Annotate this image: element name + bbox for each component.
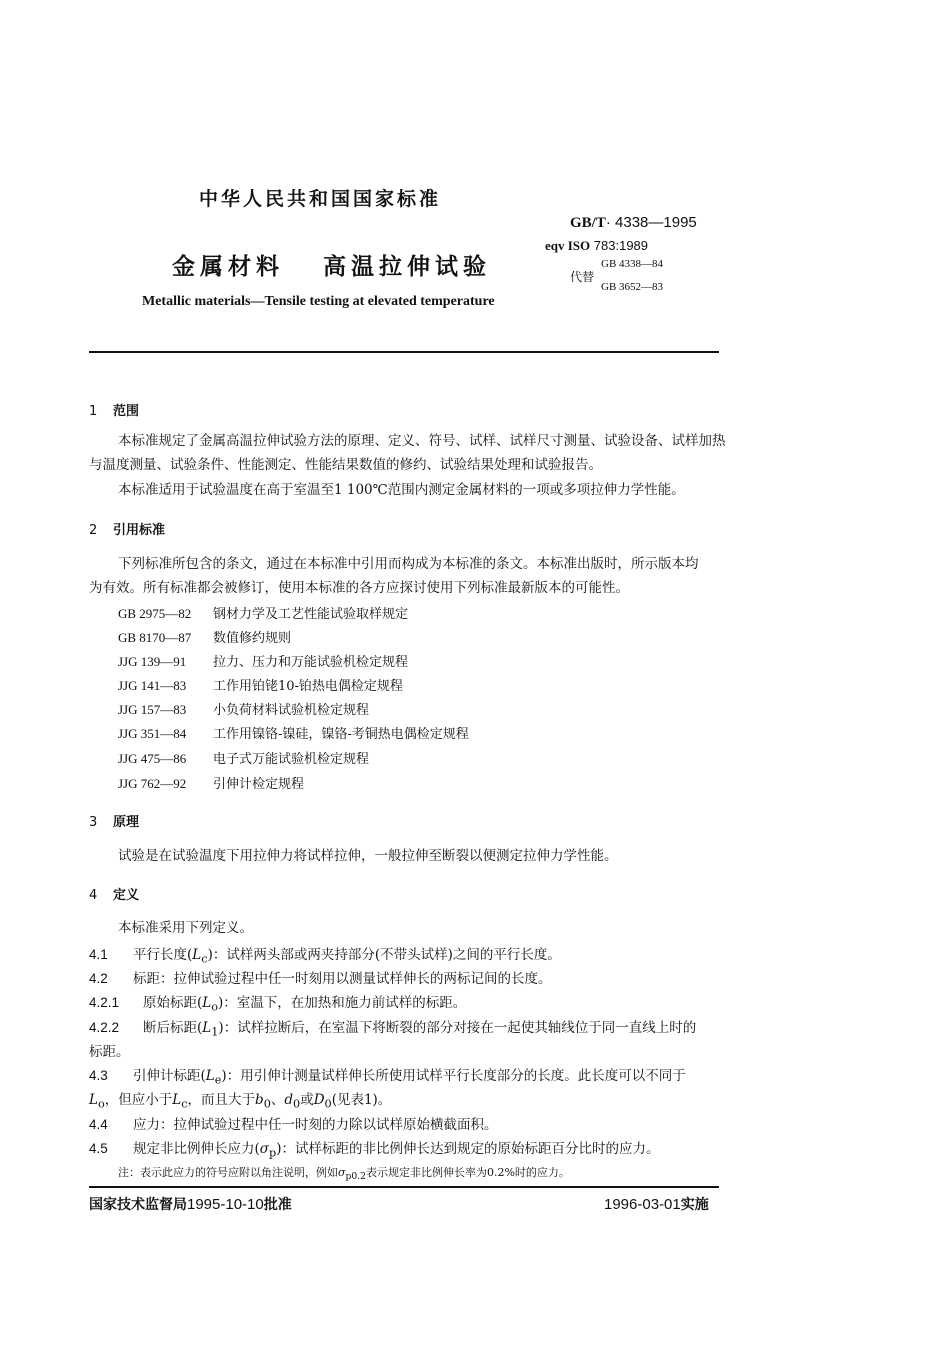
title-part-2: 高温拉伸试验 <box>323 254 492 280</box>
paragraph-line: 为有效。所有标准都会被修订，使用本标准的各方应探讨使用下列标准最新版本的可能性。 <box>89 580 629 596</box>
text-run: 表示规定非比例伸长率为0.2%时的应力。 <box>365 1166 570 1179</box>
definition-4-5 <box>89 1137 659 1160</box>
symbol: L <box>172 1092 182 1108</box>
section-number: 2 <box>89 523 98 538</box>
reference-title: 引伸计检定规程 <box>213 777 305 792</box>
text-run: )：试样两头部或两夹持部分(不带头试样)之间的平行长度。 <box>207 947 561 963</box>
paragraph-line: 试验是在试验温度下用拉伸力将试样拉伸，一般拉伸至断裂以便测定拉伸力学性能。 <box>118 848 618 864</box>
eqv-prefix: eqv ISO <box>545 238 591 253</box>
text-run: 原始标距( <box>143 995 203 1011</box>
text-run: )：试样标距的非比例伸长达到规定的原始标距百分比时的应力。 <box>276 1141 660 1157</box>
symbol: D <box>313 1092 325 1108</box>
text-run: 规定非比例伸长应力( <box>133 1141 260 1157</box>
text-run: )：试样拉断后，在室温下将断裂的部分对接在一起使其轴线位于同一直线上时的 <box>218 1020 697 1036</box>
reference-title: 工作用镍铬-镍硅，镍铬-考铜热电偶检定规程 <box>213 727 469 742</box>
note <box>118 1164 570 1182</box>
subscript: c <box>201 952 208 966</box>
text-run: ，而且大于 <box>187 1092 256 1108</box>
approval-info <box>89 1194 292 1214</box>
clause-number: 4.5 <box>89 1141 108 1156</box>
reference-code: JJG 157—83 <box>118 702 187 717</box>
reference-item <box>118 699 369 718</box>
paragraph-line: 本标准适用于试验温度在高于室温至1 100℃范围内测定金属材料的一项或多项拉伸力学性能。 <box>118 482 685 498</box>
standard-category-title: 中华人民共和国国家标准 <box>199 188 442 210</box>
symbol: σ <box>259 1141 269 1157</box>
text-run: 应力：拉伸试验过程中任一时刻的力除以试样原始横截面积。 <box>133 1117 498 1133</box>
subscript: 0 <box>293 1097 301 1111</box>
approval-org: 国家技术监督局 <box>89 1197 187 1213</box>
section-title: 范围 <box>113 404 140 419</box>
reference-code: JJG 762—92 <box>118 776 187 791</box>
effective-info <box>604 1194 709 1214</box>
text-run: 或 <box>300 1092 314 1108</box>
document-title-en: Metallic materials—Tensile testing at elevated temperature <box>142 294 495 309</box>
definition-4-1 <box>89 943 561 966</box>
definition-4-3-cont <box>89 1088 391 1111</box>
reference-title: 电子式万能试验机检定规程 <box>213 752 370 767</box>
section-number: 3 <box>89 815 98 830</box>
replaces-label: 代替 <box>570 270 595 284</box>
standard-prefix: GB/T <box>570 215 606 231</box>
clause-number: 4.2.2 <box>89 1020 120 1035</box>
reference-code: GB 2975—82 <box>118 606 192 621</box>
symbol: L <box>89 1092 98 1108</box>
eqv-code: 783:1989 <box>593 238 649 253</box>
symbol: σ <box>338 1166 346 1179</box>
equivalent-standard <box>545 238 648 254</box>
footer-divider <box>89 1186 719 1188</box>
symbol: L <box>202 1020 212 1036</box>
reference-item <box>118 675 403 694</box>
section-number: 1 <box>89 404 98 419</box>
clause-number: 4.1 <box>89 947 108 962</box>
definition-4-2 <box>89 967 552 987</box>
text-run: )：室温下，在加热和施力前试样的标距。 <box>218 995 467 1011</box>
text-run: 断后标距( <box>143 1020 203 1036</box>
text-run: 标距：拉伸试验过程中任一时刻用以测量试样伸长的两标记间的长度。 <box>133 971 552 987</box>
clause-number: 4.3 <box>89 1068 108 1083</box>
definition-4-2-2 <box>89 1016 696 1039</box>
section-number: 4 <box>89 888 98 903</box>
text-run: ，但应小于 <box>104 1092 173 1108</box>
clause-number: 4.2 <box>89 971 108 986</box>
approval-suffix: 批准 <box>263 1197 292 1213</box>
text-run: 引伸计标距( <box>133 1068 206 1084</box>
subscript: e <box>214 1073 222 1087</box>
reference-item <box>118 748 369 767</box>
reference-code: JJG 475—86 <box>118 751 187 766</box>
section-title: 定义 <box>113 888 140 903</box>
reference-title: 拉力、压力和万能试验机检定规程 <box>213 655 409 670</box>
symbol: b <box>255 1092 264 1108</box>
subscript: o <box>97 1097 105 1111</box>
reference-title: 小负荷材料试验机检定规程 <box>213 703 370 718</box>
document-title-cn <box>172 248 491 281</box>
section-4-heading <box>89 884 139 903</box>
effective-suffix: 实施 <box>680 1197 709 1213</box>
reference-code: JJG 351—84 <box>118 726 187 741</box>
replaced-standard: GB 4338—84 <box>601 258 664 270</box>
reference-item <box>118 603 408 622</box>
title-part-1: 金属材料 <box>172 254 284 280</box>
section-3-heading <box>89 811 139 830</box>
reference-item <box>118 651 408 670</box>
subscript: p0.2 <box>345 1171 366 1183</box>
paragraph-line: 下列标准所包含的条文，通过在本标准中引用而构成为本标准的条文。本标准出版时，所示版本均 <box>118 556 699 572</box>
symbol: L <box>202 995 212 1011</box>
subscript: 0 <box>324 1097 332 1111</box>
reference-title: 工作用铂铑10-铂热电偶检定规程 <box>213 679 403 694</box>
reference-item <box>118 723 469 742</box>
paragraph-line: 本标准采用下列定义。 <box>118 920 253 936</box>
standard-code: 4338—1995 <box>615 214 697 231</box>
paragraph-line: 与温度测量、试验条件、性能测定、性能结果数值的修约、试验结果处理和试验报告。 <box>89 457 602 473</box>
approval-date: 1995-10-10 <box>187 1196 264 1213</box>
clause-number: 4.2.1 <box>89 995 120 1010</box>
definition-4-3 <box>89 1064 686 1087</box>
header-divider <box>89 351 719 353</box>
reference-title: 钢材力学及工艺性能试验取样规定 <box>213 607 409 622</box>
symbol: L <box>205 1068 215 1084</box>
reference-item <box>118 627 291 646</box>
text-run: )：用引伸计测量试样伸长所使用试样平行长度部分的长度。此长度可以不同于 <box>221 1068 686 1084</box>
section-2-heading <box>89 519 165 538</box>
text-run: 、 <box>270 1092 285 1108</box>
text-run: 注：表示此应力的符号应附以角注说明，例如 <box>118 1166 338 1179</box>
reference-code: JJG 139—91 <box>118 654 187 669</box>
subscript: p <box>269 1146 277 1160</box>
symbol: d <box>284 1092 294 1108</box>
replaced-standard: GB 3652—83 <box>601 281 664 293</box>
text-run: (见表1)。 <box>331 1092 392 1108</box>
standard-number: GB/T· 4338—1995 <box>570 214 697 231</box>
section-1-heading <box>89 400 139 419</box>
definition-4-2-1 <box>89 991 466 1014</box>
subscript: 0 <box>263 1097 271 1111</box>
subscript: c <box>181 1097 188 1111</box>
reference-item <box>118 773 304 792</box>
paragraph-line: 标距。 <box>89 1044 130 1060</box>
reference-title: 数值修约规则 <box>213 631 292 646</box>
reference-code: GB 8170—87 <box>118 630 192 645</box>
paragraph-line: 本标准规定了金属高温拉伸试验方法的原理、定义、符号、试样、试样尺寸测量、试验设备、试样加热 <box>118 433 726 449</box>
section-title: 原理 <box>113 815 140 830</box>
symbol: L <box>192 947 202 963</box>
reference-code: JJG 141—83 <box>118 678 187 693</box>
clause-number: 4.4 <box>89 1117 108 1132</box>
text-run: 平行长度( <box>133 947 193 963</box>
subscript: 1 <box>211 1025 219 1039</box>
definition-4-4 <box>89 1113 498 1133</box>
section-title: 引用标准 <box>113 523 166 538</box>
effective-date: 1996-03-01 <box>604 1196 681 1213</box>
subscript: o <box>211 1000 219 1014</box>
